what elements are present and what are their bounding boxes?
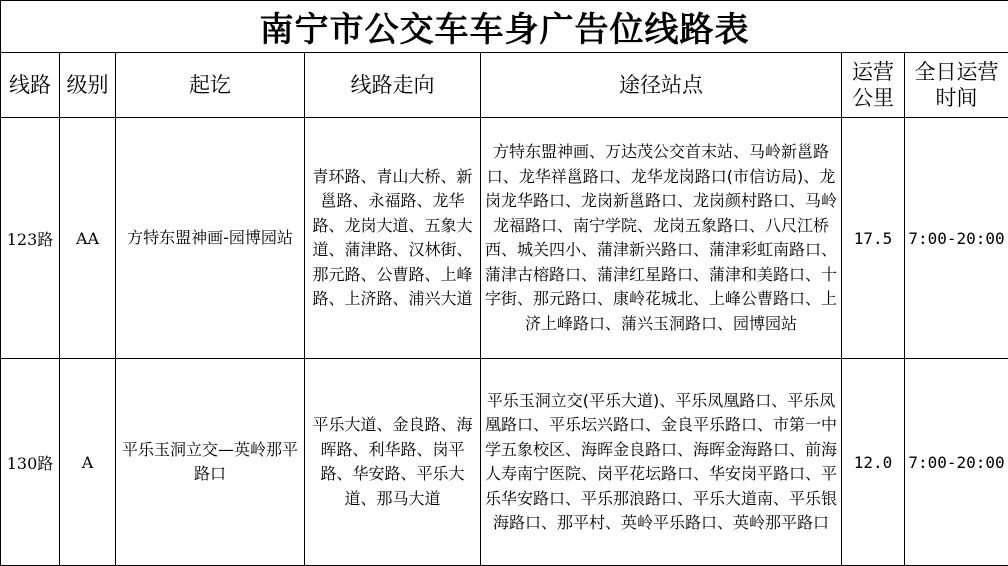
route-direction: 平乐大道、金良路、海晖路、利华路、岗平路、华安路、平乐大道、那马大道 (305, 359, 481, 566)
page-title: 南宁市公交车车身广告位线路表 (1, 1, 1008, 53)
route-number: 130路 (1, 359, 60, 566)
route-hours: 7:00-20:00 (905, 359, 1008, 566)
header-row (1, 53, 1008, 118)
route-hours: 7:00-20:00 (905, 118, 1008, 359)
header-distance: 运营 公里 (842, 53, 905, 118)
table-row (1, 359, 1008, 566)
table-row (1, 118, 1008, 359)
header-terminals: 起讫 (116, 53, 305, 118)
route-level: A (60, 359, 116, 566)
route-stops: 方特东盟神画、万达茂公交首末站、马岭新邕路口、龙华祥邕路口、龙华龙岗路口(市信访局)、龙岗龙华路口、龙岗新邕路口、龙岗颜村路口、马岭龙福路口、南宁学院、龙岗五象路口、八尺江桥西、城关四小、蒲津新兴路口、蒲津彩虹南路口、蒲津古榕路口、蒲津红星路口、蒲津和美路口、十字街、那元路口、康岭花城北、上峰公曹路口、上济上峰路口、蒲兴玉洞路口、园博园站 (481, 118, 842, 359)
route-terminals: 方特东盟神画-园博园站 (116, 118, 305, 359)
header-direction: 线路走向 (305, 53, 481, 118)
route-distance: 17.5 (842, 118, 905, 359)
title-row (1, 1, 1008, 53)
route-distance: 12.0 (842, 359, 905, 566)
route-number: 123路 (1, 118, 60, 359)
route-direction: 青环路、青山大桥、新邕路、永福路、龙华路、龙岗大道、五象大道、蒲津路、汉林街、那元路、公曹路、上峰路、上济路、浦兴大道 (305, 118, 481, 359)
header-stops: 途径站点 (481, 53, 842, 118)
header-hours: 全日运营 时间 (905, 53, 1008, 118)
header-route: 线路 (1, 53, 60, 118)
route-terminals: 平乐玉洞立交—英岭那平路口 (116, 359, 305, 566)
route-level: AA (60, 118, 116, 359)
header-level: 级别 (60, 53, 116, 118)
route-stops: 平乐玉洞立交(平乐大道)、平乐凤凰路口、平乐凤凰路口、平乐坛兴路口、金良平乐路口、市第一中学五象校区、海晖金良路口、海晖金海路口、前海人寿南宁医院、岗平花坛路口、华安岗平路口、平乐华安路口、平乐那浪路口、平乐大道南、平乐银海路口、那平村、英岭平乐路口、英岭那平路口 (481, 359, 842, 566)
